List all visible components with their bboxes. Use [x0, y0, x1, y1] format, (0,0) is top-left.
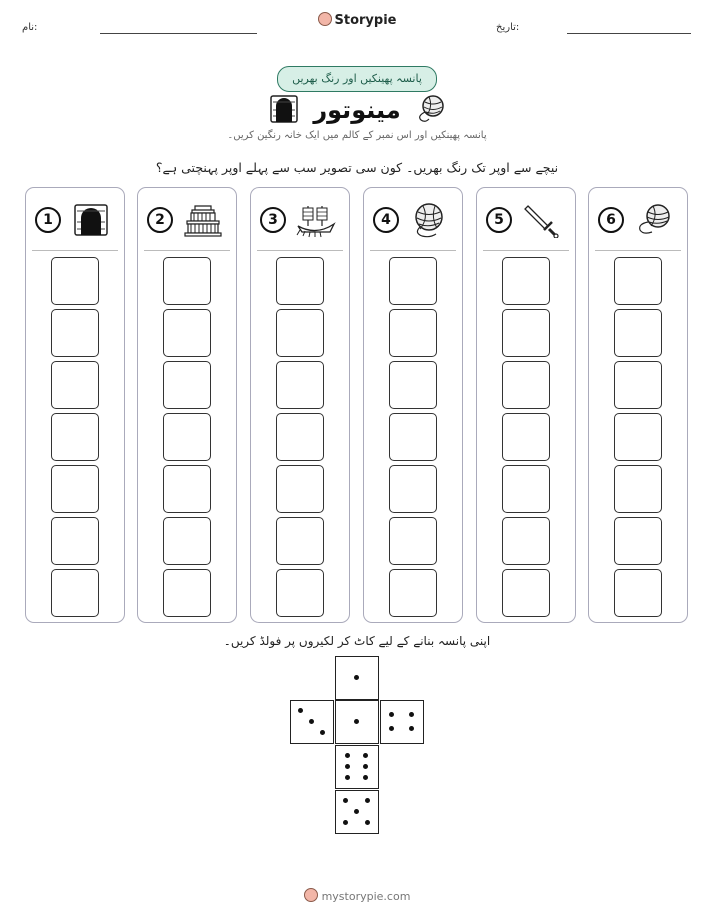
color-cell[interactable] [51, 465, 99, 513]
dice-pip [409, 726, 414, 731]
color-cell[interactable] [276, 517, 324, 565]
column-divider [483, 250, 569, 251]
color-cell[interactable] [276, 465, 324, 513]
color-cell[interactable] [389, 361, 437, 409]
color-cell[interactable] [614, 361, 662, 409]
color-cell[interactable] [276, 413, 324, 461]
dice-pip [363, 753, 368, 758]
yarn-ball-icon [409, 202, 449, 238]
column-5 [476, 187, 576, 623]
question: نیچے سے اوپر تک رنگ بھریں۔ کون سی تصویر سب سے پہلے اوپر پہنچتی ہے؟ [155, 160, 559, 175]
dice-face [335, 790, 379, 834]
column-3 [250, 187, 350, 623]
color-cell[interactable] [163, 517, 211, 565]
column-divider [144, 250, 230, 251]
page-title [0, 92, 714, 124]
color-cell[interactable] [51, 517, 99, 565]
name-label: نام: [22, 22, 38, 33]
column-divider [595, 250, 681, 251]
storypie-logo-icon [318, 12, 332, 26]
color-cell[interactable] [389, 465, 437, 513]
color-cell[interactable] [614, 413, 662, 461]
dice-pip [345, 764, 350, 769]
dice-face [335, 700, 379, 744]
dice-pip [345, 753, 350, 758]
dice-pip [363, 764, 368, 769]
dice-pip [389, 726, 394, 731]
activity-pill: پانسہ پھینکیں اور رنگ بھریں [277, 66, 437, 92]
color-cell[interactable] [163, 361, 211, 409]
dice-pip [363, 775, 368, 780]
dice-pip [409, 712, 414, 717]
dice-pip [343, 798, 348, 803]
color-cell[interactable] [389, 569, 437, 617]
sword-icon [522, 202, 562, 238]
color-cell[interactable] [163, 569, 211, 617]
column-divider [32, 250, 118, 251]
dice-pip [365, 820, 370, 825]
dice-face [380, 700, 424, 744]
dice-pip [298, 708, 303, 713]
dice-pip [365, 798, 370, 803]
color-cell[interactable] [51, 569, 99, 617]
color-cell[interactable] [502, 465, 550, 513]
cut-instruction: اپنی پانسہ بنانے کے لیے کاٹ کر لکیروں پر فولڈ کریں۔ [223, 634, 491, 648]
color-cell[interactable] [614, 465, 662, 513]
dice-pip [309, 719, 314, 724]
column-number: 2 [147, 207, 173, 233]
color-cell[interactable] [502, 309, 550, 357]
color-cell[interactable] [614, 569, 662, 617]
dice-pip [389, 712, 394, 717]
tunnel-icon [71, 202, 111, 238]
ship-icon [296, 202, 336, 238]
column-divider [257, 250, 343, 251]
color-cell[interactable] [389, 257, 437, 305]
tunnel-icon [269, 92, 299, 124]
color-cell[interactable] [51, 413, 99, 461]
dice-pip [343, 820, 348, 825]
dice-pip [354, 809, 359, 814]
date-label: تاریخ: [496, 22, 520, 33]
color-cell[interactable] [163, 413, 211, 461]
temple-icon [183, 202, 223, 238]
color-cell[interactable] [276, 569, 324, 617]
column-number: 6 [598, 207, 624, 233]
column-divider [370, 250, 456, 251]
color-cell[interactable] [502, 257, 550, 305]
color-cell[interactable] [51, 361, 99, 409]
color-cell[interactable] [276, 257, 324, 305]
color-cell[interactable] [389, 413, 437, 461]
storypie-logo-icon [304, 888, 318, 902]
title-text: مینوتور [313, 96, 401, 124]
brand-logo [0, 12, 714, 28]
column-number: 5 [486, 207, 512, 233]
color-cell[interactable] [614, 517, 662, 565]
yarn-ball-small-icon [634, 202, 674, 238]
dice-pip [345, 775, 350, 780]
column-2 [137, 187, 237, 623]
color-cell[interactable] [276, 361, 324, 409]
date-line[interactable] [567, 33, 691, 34]
dice-face [290, 700, 334, 744]
column-1 [25, 187, 125, 623]
color-cell[interactable] [163, 309, 211, 357]
color-cell[interactable] [502, 361, 550, 409]
dice-pip [354, 719, 359, 724]
color-cell[interactable] [389, 309, 437, 357]
name-line[interactable] [100, 33, 257, 34]
footer [0, 888, 714, 903]
yarn-ball-icon [415, 94, 445, 124]
color-cell[interactable] [614, 309, 662, 357]
dice-pip [354, 675, 359, 680]
color-cell[interactable] [502, 517, 550, 565]
column-4 [363, 187, 463, 623]
column-number: 4 [373, 207, 399, 233]
dice-face [335, 745, 379, 789]
column-6 [588, 187, 688, 623]
dice-face [335, 656, 379, 700]
dice-pip [320, 730, 325, 735]
column-number: 1 [35, 207, 61, 233]
color-cell[interactable] [51, 257, 99, 305]
color-cell[interactable] [502, 569, 550, 617]
column-number: 3 [260, 207, 286, 233]
color-cell[interactable] [614, 257, 662, 305]
brand-name: Storypie [334, 13, 397, 28]
footer-url: mystorypie.com [321, 890, 411, 903]
color-cell[interactable] [163, 257, 211, 305]
color-cell[interactable] [163, 465, 211, 513]
color-cell[interactable] [276, 309, 324, 357]
subtitle: پانسہ پھینکیں اور اس نمبر کے کالم میں ایک خانہ رنگین کریں۔ [227, 130, 487, 141]
color-cell[interactable] [502, 413, 550, 461]
color-cell[interactable] [51, 309, 99, 357]
color-cell[interactable] [389, 517, 437, 565]
